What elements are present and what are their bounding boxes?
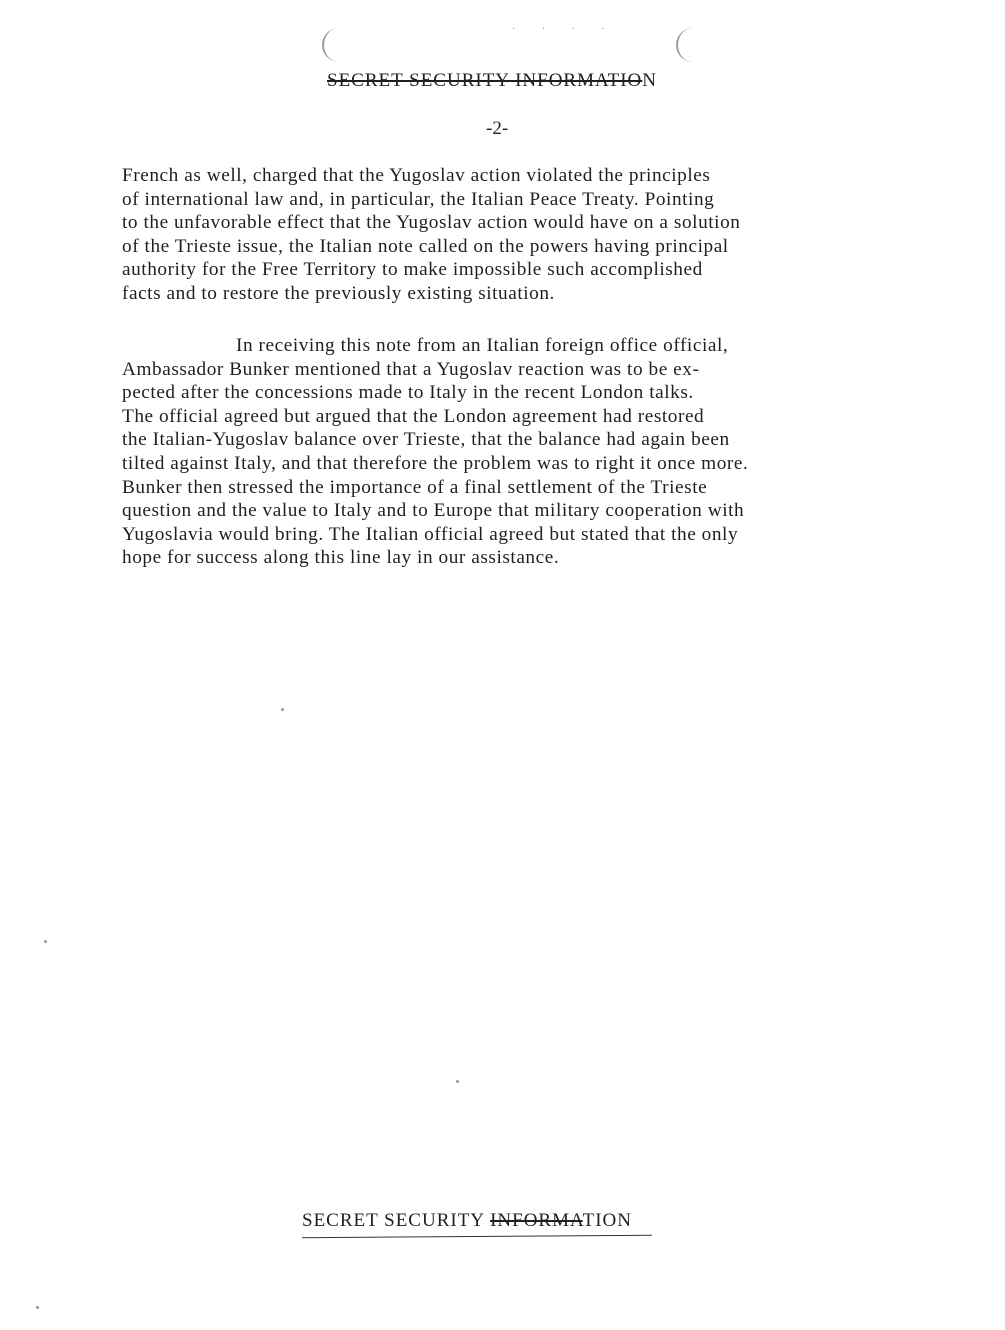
text-line: of international law and, in particular, the Italian Peace Treaty. Pointing <box>122 188 715 210</box>
text-line: Bunker then stressed the importance of a final settlement of the Trieste <box>122 476 708 498</box>
punch-hole-mark-right <box>676 28 696 62</box>
paragraph-1 <box>122 164 942 306</box>
footer-classification <box>302 1210 632 1232</box>
header-classification-tail: N <box>642 70 657 91</box>
footer-pen-stroke <box>302 1235 652 1238</box>
page-number: -2- <box>486 118 509 139</box>
text-line: Ambassador Bunker mentioned that a Yugoslav reaction was to be ex- <box>122 358 700 380</box>
text-line: question and the value to Italy and to Europe that military cooperation with <box>122 500 745 522</box>
punch-hole-mark-left <box>322 28 342 62</box>
text-line: Yugoslavia would bring. The Italian official agreed but stated that the only <box>122 523 739 545</box>
text-line: hope for success along this line lay in our assistance. <box>122 547 560 569</box>
text-line: French as well, charged that the Yugoslav action violated the principles <box>122 165 711 186</box>
text-line: of the Trieste issue, the Italian note called on the powers having principal <box>122 235 729 257</box>
paper-specks: · · · · <box>512 24 617 35</box>
footer-classification-plain: SECRET SECURITY <box>302 1210 491 1231</box>
text-line: The official agreed but argued that the London agreement had restored <box>122 405 705 427</box>
header-classification-struck: SECRET SECURITY INFORMATIO <box>327 70 643 91</box>
paper-speck <box>281 708 284 711</box>
text-line: tilted against Italy, and that therefore the problem was to right it once more. <box>122 452 749 474</box>
paper-speck <box>456 1080 459 1083</box>
paper-speck <box>44 940 47 943</box>
text-line: the Italian-Yugoslav balance over Trieste, that the balance had again been <box>122 429 730 451</box>
paragraph-2 <box>122 334 942 570</box>
paper-speck <box>36 1306 39 1309</box>
text-line: to the unfavorable effect that the Yugoslav action would have on a solution <box>122 212 741 234</box>
header-classification <box>327 70 657 92</box>
text-line: facts and to restore the previously existing situation. <box>122 282 555 304</box>
footer-classification-tail: TION <box>582 1210 632 1231</box>
footer-classification-struck: INFORMA <box>490 1210 583 1231</box>
text-line: In receiving this note from an Italian foreign office official, <box>236 335 729 356</box>
text-line: pected after the concessions made to Italy in the recent London talks. <box>122 382 694 404</box>
text-line: authority for the Free Territory to make impossible such accomplished <box>122 259 703 281</box>
